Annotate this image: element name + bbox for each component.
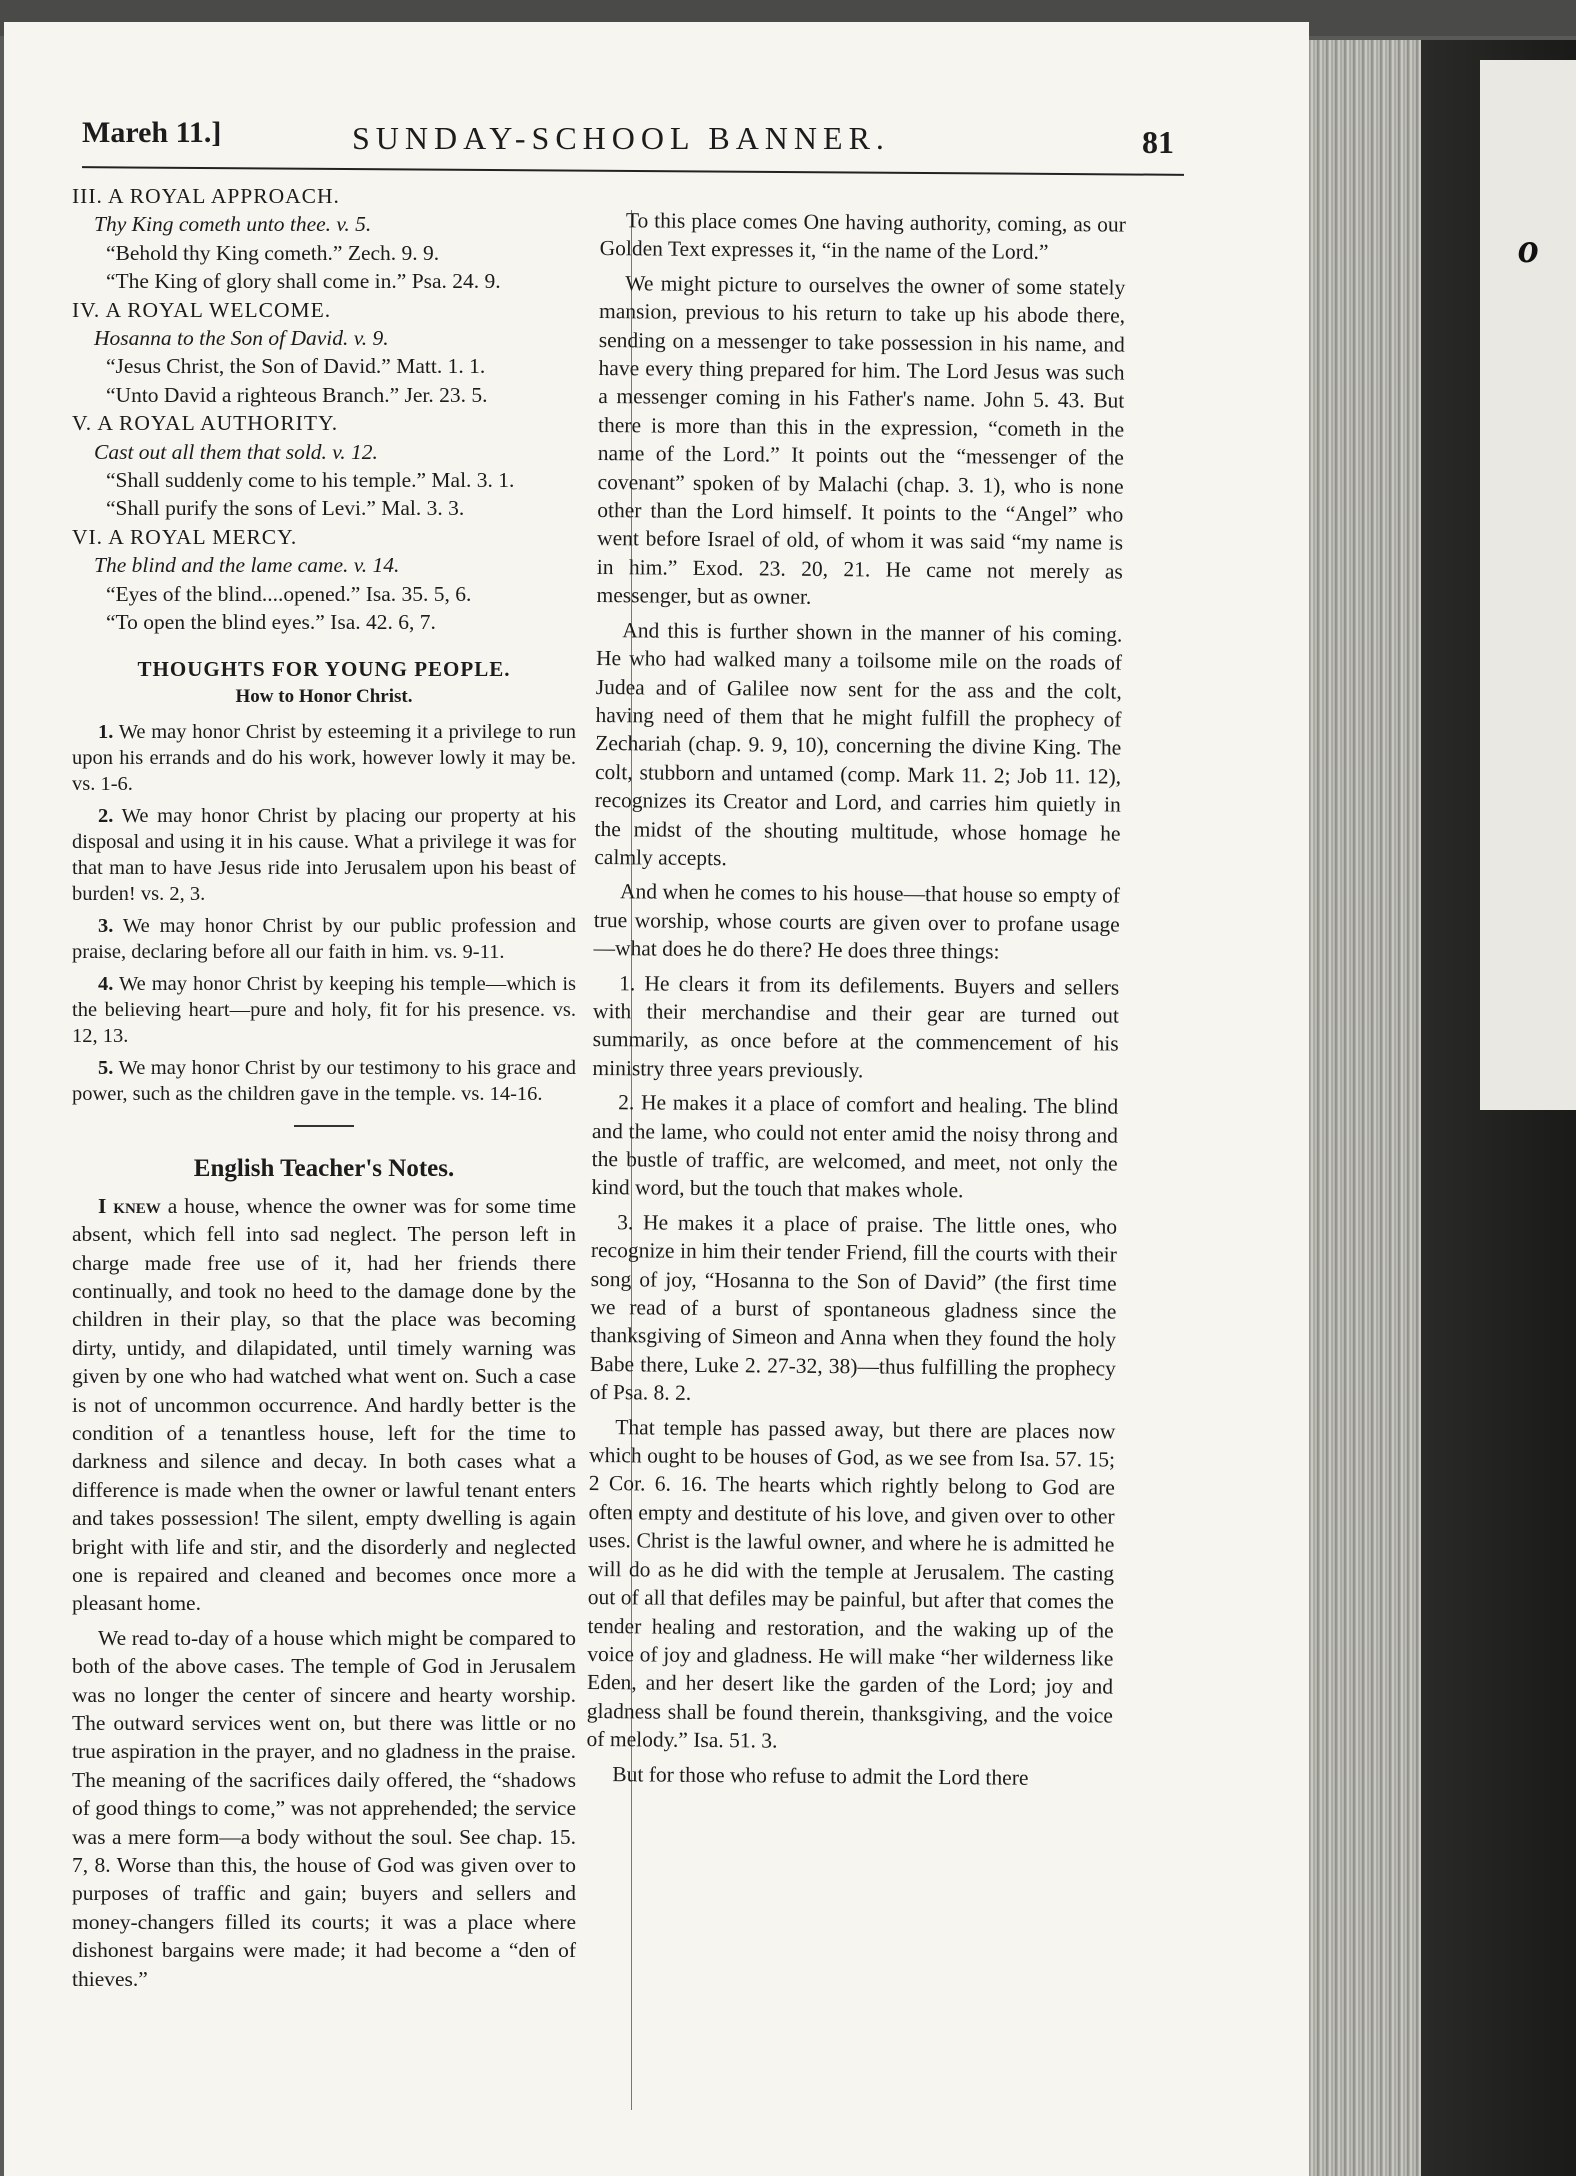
outline-ref: “Eyes of the blind....opened.” Isa. 35. 5, 6. — [106, 581, 472, 606]
thought-item — [72, 913, 576, 965]
thoughts-list — [72, 719, 576, 1107]
thought-text: We may honor Christ by esteeming it a privilege to run upon his errands and do his work, however lowly it may be. vs. 1-6. — [72, 721, 577, 796]
thought-number: 1. — [98, 721, 114, 744]
notes-paragraph: To this place comes One having authority, coming, as our Golden Text expresses it, “in the name of the Lord.” — [599, 208, 1126, 265]
outline-heading: III. A ROYAL APPROACH. — [72, 184, 340, 208]
notes-paragraph: We read to-day of a house which might be compared to both of the above cases. The temple of God in Jerusalem was no longer the center of sincere and hearty worship. The outward services went on, but there was little or no true aspiration in the prayer, and no gladness in the praise. The meaning of the sacrifices daily offered, the “shadows of good things to come,” was not apprehended; the service was a mere form—a body without the soul. See chap. 15. 7, 8. Worse than this, the house of God was given over to purposes of traffic and gain; buyers and sellers and money-changers filled its courts; it was a place where dishonest bargains were made; it had become a “den of thieves.” — [72, 1625, 576, 1991]
thought-number: 4. — [98, 973, 114, 996]
notes-paragraph: 1. He clears it from its defilements. Buyers and sellers with their merchandise and their gear are turned out summarily, as once before at the commencement of his ministry three years previously. — [592, 970, 1120, 1083]
notes-title: English Teacher's Notes. — [193, 1155, 455, 1183]
thought-text: We may honor Christ by placing our property at his disposal and using it in his cause. What a privilege it was for that man to have Jesus ride into Jerusalem upon his beast of burden! vs. 2, 3. — [72, 805, 576, 906]
thought-item — [72, 1055, 576, 1107]
paragraph-text: a house, whence the owner was for some time absent, which fell into sad neglect. The person left in charge made free use of it, had her friends there continually, and took no heed to the damage done by the children in their play, so that the place was becoming dirty, untidy, and dilapidated, until timely warning was given by one who had watched what went on. Such a case is not of uncommon occurrence. And hardly better is the condition of a tenantless house, left for the time to darkness and silence and decay. In both cases what a difference is made when the owner or lawful tenant enters and takes possession! The silent, empty dwelling is again bright with life and stir, and the disorderly and neglected one is repaired and cleaned and becomes once more a pleasant home. — [72, 1193, 576, 1616]
notes-paragraph: And this is further shown in the manner of his coming. He who had walked many a toilsome mile on the roads of Judea and of Galilee now sent for the ass and the colt, having need of them that he might fulfill the prophecy of Zechariah (chap. 9. 9, 10), concerning the divine King. The colt, stubborn and untamed (comp. Mark 11. 2; Job 11. 12), recognizes its Creator and Lord, and carries him quietly in the midst of the shouting multitude, whose homage he calmly accepts. — [594, 617, 1123, 871]
outline-subhead: Cast out all them that sold. v. 12. — [94, 439, 378, 464]
outline-heading: IV. A ROYAL WELCOME. — [72, 297, 332, 322]
thoughts-title: THOUGHTS FOR YOUNG PEOPLE. — [137, 656, 511, 681]
outline-ref: “Behold thy King cometh.” Zech. 9. 9. — [106, 240, 440, 265]
outline-section — [72, 523, 576, 637]
outline-section — [72, 409, 576, 523]
page-stack-edge — [1309, 40, 1421, 2176]
section-divider — [294, 1125, 354, 1127]
header-date: Mareh 11.] — [82, 116, 222, 149]
notes-paragraph: 3. He makes it a place of praise. The little ones, who recognize in him their tender Friend, fill the courts with their song of joy, “Hosanna to the Son of David” (the first time we read of a burst of spontaneous gladness since the thanksgiving of Simeon and Anna when they found the holy Babe there, Luke 2. 27-32, 38)—thus fulfilling the prophecy of Psa. 8. 2. — [589, 1210, 1118, 1406]
thought-item — [72, 971, 576, 1049]
notes-paragraph: And when he comes to his house—that house so empty of true worship, whose courts are given over to profane usage—what does he do there? He does three things: — [593, 879, 1121, 964]
outline-subhead: Hosanna to the Son of David. v. 9. — [94, 326, 389, 351]
outline-ref: “Jesus Christ, the Son of David.” Matt. 1. 1. — [106, 354, 486, 379]
header-title: SUNDAY-SCHOOL BANNER. — [352, 120, 890, 156]
outline-subhead: Thy King cometh unto thee. v. 5. — [94, 212, 372, 237]
thoughts-subtitle: How to Honor Christ. — [235, 685, 413, 707]
notes-paragraph: 2. He makes it a place of comfort and healing. The blind and the lame, who could not enter amid the noisy throng and the bustle of traffic, are welcomed, and meet, not only the kind word, but the touch that makes whole. — [591, 1090, 1119, 1203]
thought-item — [72, 803, 576, 907]
outline-section — [72, 296, 576, 410]
left-column — [72, 182, 576, 1999]
outline-ref: “Shall purify the sons of Levi.” Mal. 3. 3. — [106, 496, 465, 521]
thought-item — [72, 719, 576, 797]
outline-ref: “Unto David a righteous Branch.” Jer. 23. 5. — [106, 382, 488, 407]
outline-subhead: The blind and the lame came. v. 14. — [94, 553, 400, 578]
page-number: 81 — [1142, 124, 1174, 160]
outline-ref: “Shall suddenly come to his temple.” Mal. 3. 1. — [106, 468, 515, 493]
notes-paragraph: We might picture to ourselves the owner of some stately mansion, previous to his return to take up his abode there, sending on a messenger to take possession in his name, and have every thing prepared for him. The Lord Jesus was such a messenger coming in his Father's name. John 5. 43. But there is more than this in the expression, “cometh in the name of the Lord.” It points out the “messenger of the covenant” spoken of by Malachi (chap. 3. 1), who is none other than the Lord himself. It points to the “Angel” who went before Israel of old, of whom it was said “my name is in him.” Exod. 23. 20, 21. He came not merely as messenger, but as owner. — [596, 271, 1126, 610]
opening-word: I knew — [98, 1193, 161, 1218]
thought-number: 5. — [98, 1057, 114, 1080]
running-header — [82, 110, 1184, 158]
thought-text: We may honor Christ by our testimony to his grace and power, such as the children gave in the temple. vs. 14-16. — [72, 1057, 576, 1106]
adjacent-paper-strip — [1480, 60, 1576, 1110]
notes-paragraph: But for those who refuse to admit the Lord there — [612, 1761, 1029, 1790]
outline-ref: “To open the blind eyes.” Isa. 42. 6, 7. — [106, 610, 436, 635]
margin-mark: o — [1518, 226, 1539, 272]
right-column — [586, 206, 1126, 1798]
lesson-outline — [72, 182, 576, 637]
thought-number: 3. — [98, 915, 114, 938]
thought-text: We may honor Christ by our public profession and praise, declaring before all our faith in him. vs. 9-11. — [72, 915, 576, 964]
notes-paragraph — [72, 1192, 576, 1618]
outline-ref: “The King of glory shall come in.” Psa. 24. 9. — [106, 269, 501, 294]
thought-number: 2. — [98, 805, 114, 828]
outline-heading: VI. A ROYAL MERCY. — [72, 524, 298, 549]
notes-paragraph: That temple has passed away, but there are places now which ought to be houses of God, as we see from Isa. 57. 15; 2 Cor. 6. 16. The hearts which rightly belong to God are often empty and destitute of his love, and given over to other uses. Christ is the lawful owner, and where he is admitted he will do as he did with the temple at Jerusalem. The casting out of all that defiles may be painful, but after that comes the tender healing and restoration, and the waking up of the voice of joy and gladness. He will make “her wilderness like Eden, and her desert like the garden of the Lord; joy and gladness shall be found therein, thanksgiving, and the voice of melody.” Isa. 51. 3. — [586, 1414, 1116, 1753]
outline-heading: V. A ROYAL AUTHORITY. — [72, 411, 339, 436]
outline-section — [72, 182, 576, 296]
thought-text: We may honor Christ by keeping his temple—which is the believing heart—pure and holy, fit for his presence. vs. 12, 13. — [72, 973, 576, 1048]
